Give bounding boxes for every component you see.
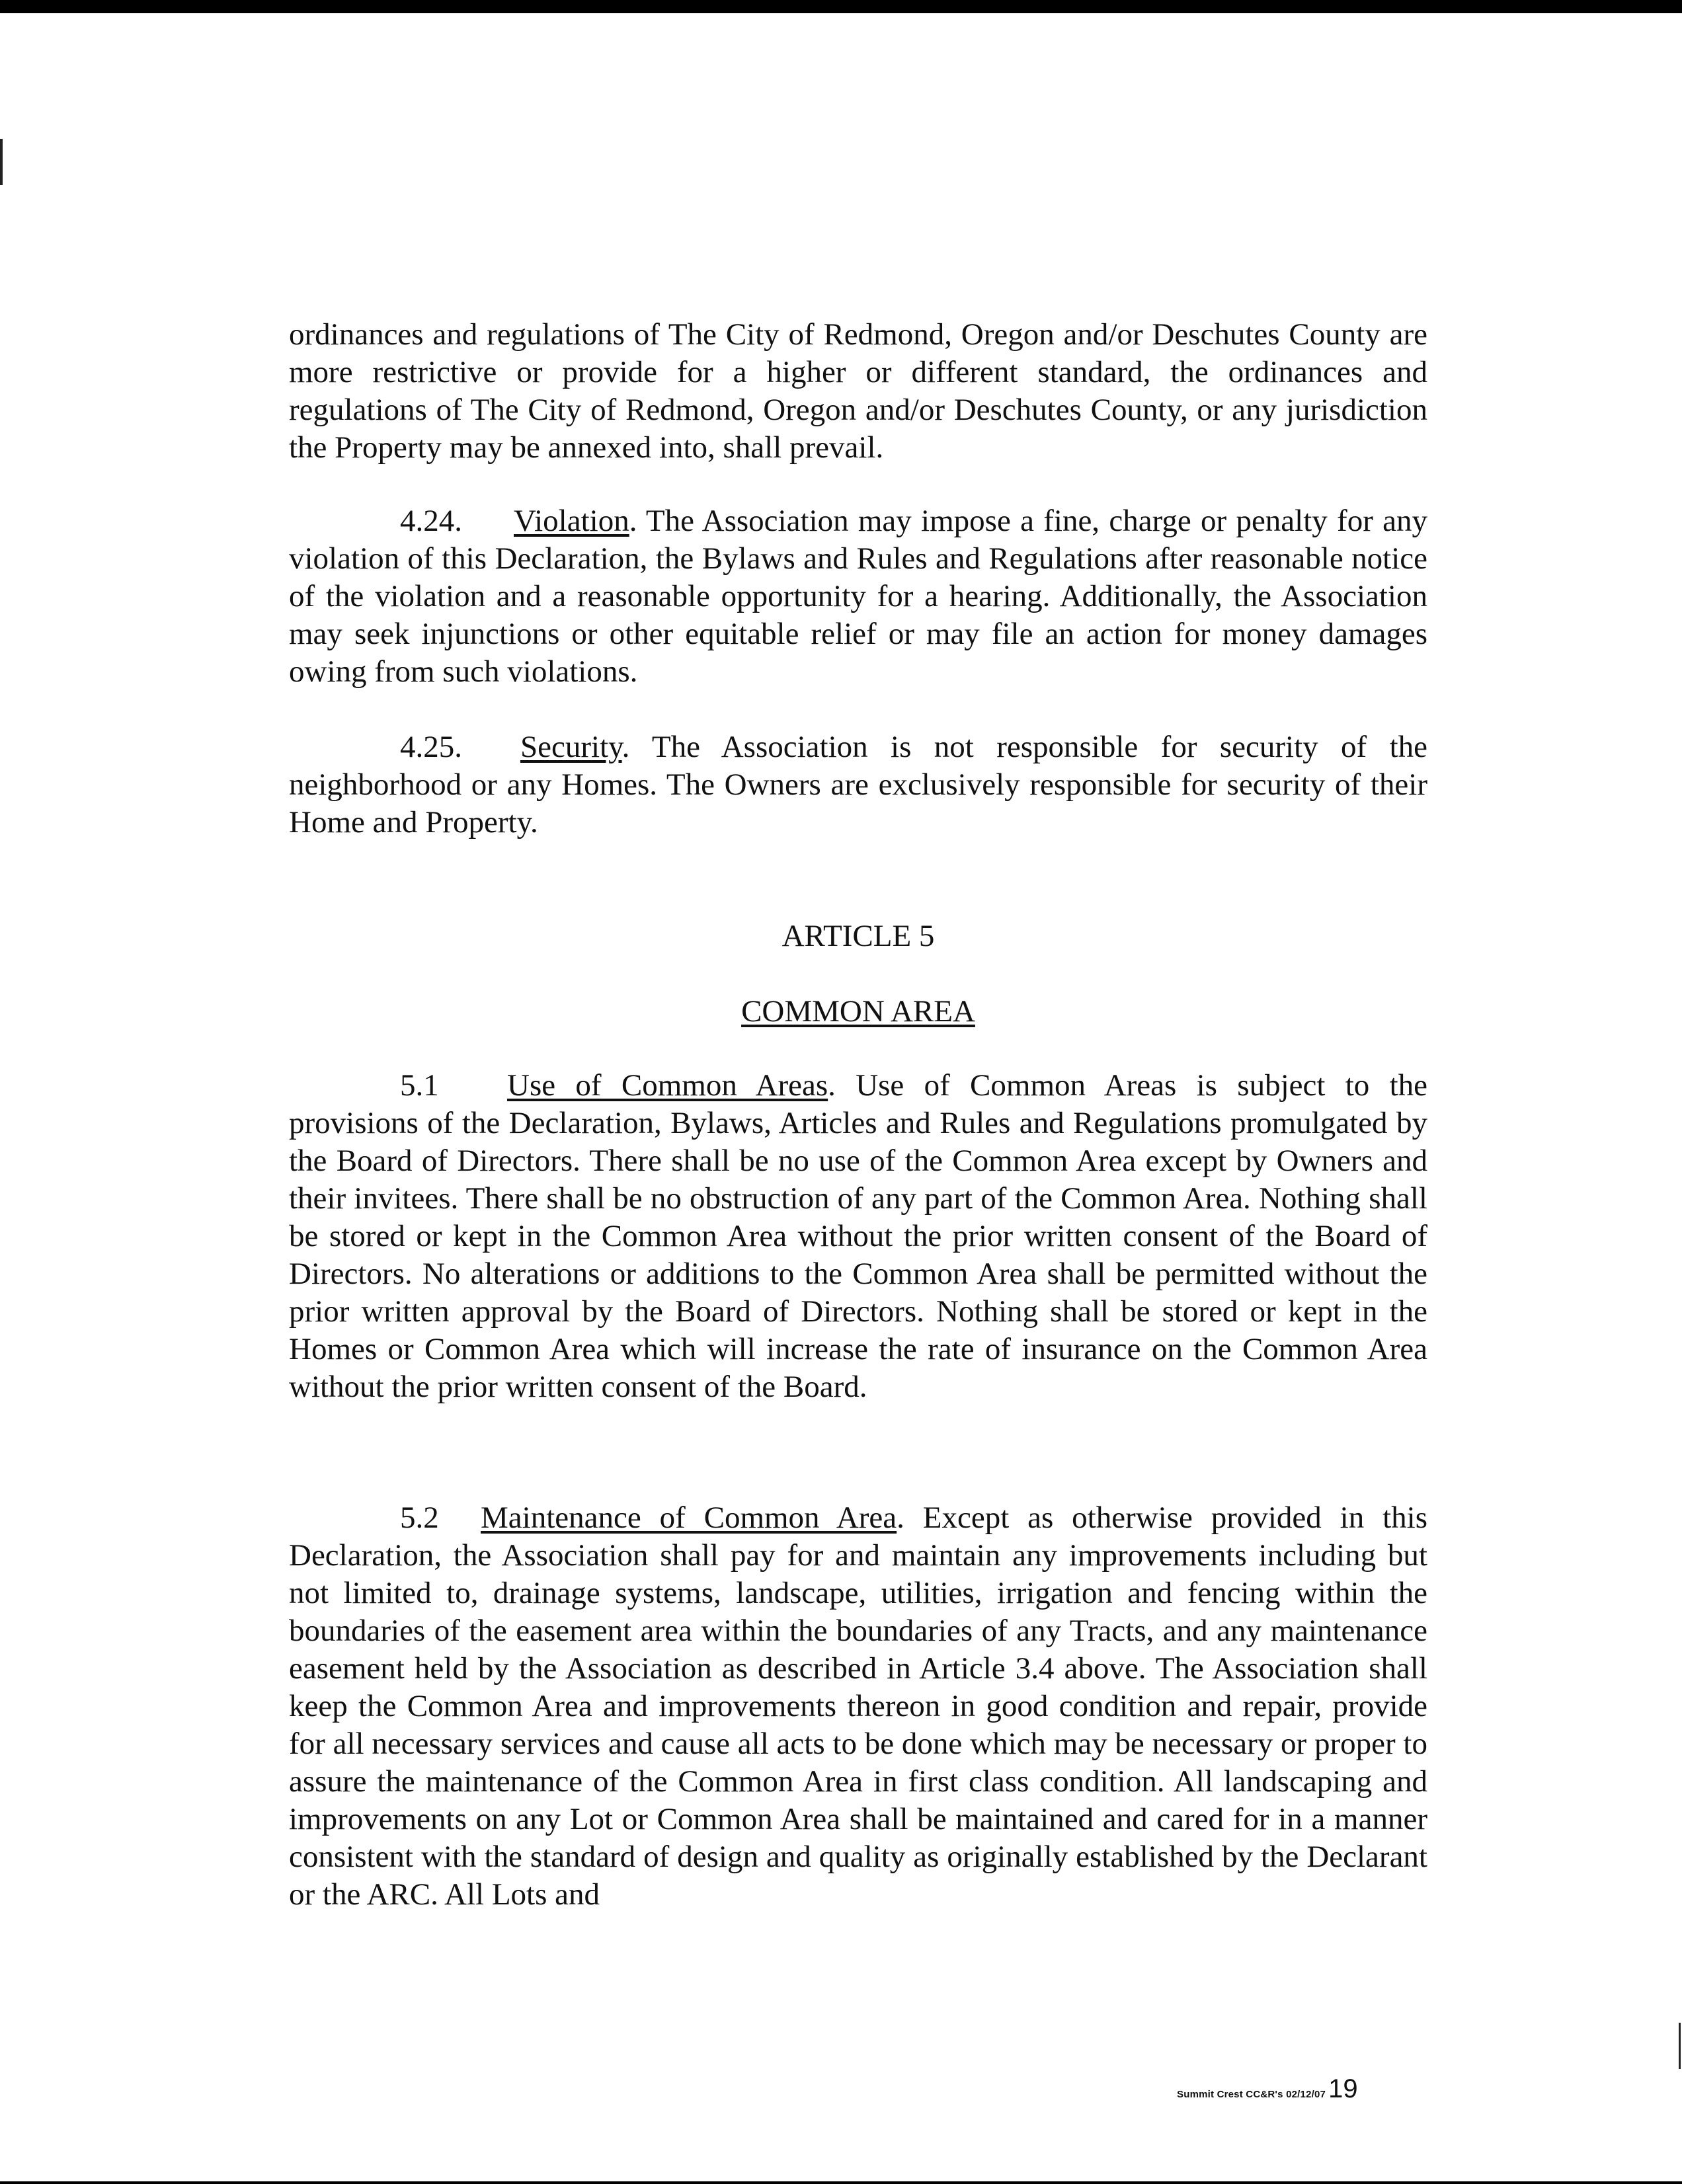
section-paragraph bbox=[289, 502, 1427, 691]
section-number: 5.1 bbox=[400, 1068, 439, 1103]
section-title: Maintenance of Common Area bbox=[481, 1501, 897, 1535]
section-title: Security bbox=[520, 730, 622, 764]
section-number: 4.24. bbox=[400, 504, 462, 538]
section-4-25 bbox=[289, 728, 1427, 841]
section-paragraph bbox=[289, 1499, 1427, 1914]
page-number: 19 bbox=[1328, 2074, 1358, 2103]
page-footer bbox=[1177, 2074, 1375, 2104]
scan-edge-mark bbox=[0, 139, 3, 185]
section-number: 5.2 bbox=[400, 1501, 439, 1535]
paragraph-text: ordinances and regulations of The City of Redmond, Oregon and/or Deschutes County are more restrictive or provide for a higher or different standard, the ordinances and regulations of The City of Redmond, Oregon and/or Deschutes County, or any jurisdiction the Property may be annexed into, shall prevail. bbox=[289, 317, 1427, 465]
section-paragraph bbox=[289, 1067, 1427, 1406]
section-title: Use of Common Areas bbox=[507, 1068, 828, 1103]
section-number: 4.25. bbox=[400, 730, 462, 764]
article-title-text: COMMON AREA bbox=[741, 994, 975, 1029]
scan-bottom-border bbox=[0, 2181, 1682, 2184]
article-heading: ARTICLE 5 bbox=[781, 919, 935, 953]
article-title bbox=[289, 993, 1427, 1031]
scan-top-border bbox=[0, 0, 1682, 13]
section-body: . The Association is not responsible for security of the neighborhood or any Homes. The Owners are exclusively responsible for security of their Home and Property. bbox=[289, 730, 1427, 839]
section-body: . Except as otherwise provided in this Declaration, the Association shall pay for and maintain any improvements including but not limited to, drainage systems, landscape, utilities, irrigation and fencing within the boundaries of the easement area within the boundaries of any Tracts, and any maintenance easement held by the Association as described in Article 3.4 above. The Association shall keep the Common Area and improvements thereon in good condition and repair, provide for all necessary services and cause all acts to be done which may be necessary or proper to assure the maintenance of the Common Area in first class condition. All landscaping and improvements on any Lot or Common Area shall be maintained and cared for in a manner consistent with the standard of design and quality as originally established by the Declarant or the ARC. All Lots and bbox=[289, 1501, 1427, 1912]
document-label: Summit Crest CC&R's 02/12/07 bbox=[1177, 2089, 1326, 2100]
scan-edge-mark bbox=[1679, 2023, 1681, 2069]
section-body: . Use of Common Areas is subject to the provisions of the Declaration, Bylaws, Articles and Rules and Regulations promulgated by the Board of Directors. There shall be no use of the Common Area except by Owners and their invitees. There shall be no obstruction of any part of the Common Area. Nothing shall be stored or kept in the Common Area without the prior written consent of the Board of Directors. No alterations or additions to the Common Area shall be permitted without the prior written approval by the Board of Directors. Nothing shall be stored or kept in the Homes or Common Area which will increase the rate of insurance on the Common Area without the prior written consent of the Board. bbox=[289, 1068, 1427, 1404]
section-title: Violation bbox=[514, 504, 629, 538]
section-body: . The Association may impose a fine, charge or penalty for any violation of this Declaration, the Bylaws and Rules and Regulations after reasonable notice of the violation and a reasonable opportunity for a hearing. Additionally, the Association may seek injunctions or other equitable relief or may file an action for money damages owing from such violations. bbox=[289, 504, 1427, 689]
section-4-24 bbox=[289, 502, 1427, 691]
section-5-1 bbox=[289, 1067, 1427, 1406]
continuation-paragraph bbox=[289, 316, 1427, 467]
section-5-2 bbox=[289, 1499, 1427, 1914]
section-paragraph bbox=[289, 728, 1427, 841]
